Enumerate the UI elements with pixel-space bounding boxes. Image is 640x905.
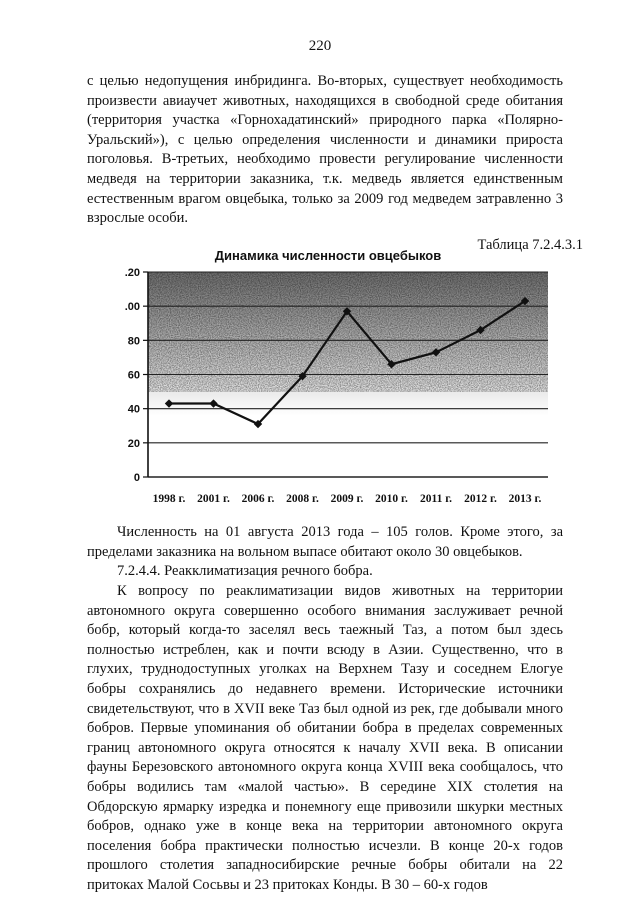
x-tick-label: 2001 г. — [197, 493, 230, 505]
y-axis — [125, 267, 148, 484]
x-tick-label: 2006 г. — [241, 493, 275, 505]
y-tick-label: 40 — [127, 403, 140, 416]
page-number: 220 — [308, 38, 332, 54]
x-tick-label: 2010 г. — [375, 493, 408, 505]
y-tick-label: 80 — [127, 335, 140, 348]
paragraph-intro: с целью недопущения инбридинга. Во-вторых, существует необходимость произвести авиаучет животных, находящихся в свободной среде обитания (территория участка «Горнохадатинский» природного парка «Полярно-Уральский»), с целью определения численности и динамики прироста поголовья. В-третьих, необходимо провести регулирование численности медведя на территории заказника, т.к. медведь является единственным естественным врагом овцебыка, только за 2009 год медведем затравленно 3 взрослые особи. — [87, 73, 563, 227]
x-axis — [153, 493, 542, 505]
x-tick-label: 2009 г. — [330, 493, 364, 505]
table-label: Таблица 7.2.4.3.1 — [477, 237, 583, 253]
y-tick-label: 60 — [127, 369, 140, 382]
y-tick-label: .00 — [124, 301, 140, 314]
x-tick-label: 2013 г. — [508, 493, 542, 505]
x-tick-label: 1998 г. — [152, 493, 186, 505]
paragraph-population: Численность на 01 августа 2013 года – 105 голов. Кроме этого, за пределами заказника на вольном выпасе обитают около 30 овцебыков. — [87, 524, 563, 560]
x-tick-label: 2008 г. — [286, 493, 319, 505]
y-tick-label: .20 — [124, 267, 140, 279]
chart-title: Динамика численности овцебыков — [214, 248, 442, 263]
y-tick-label: 20 — [127, 437, 140, 450]
line-chart — [95, 242, 565, 514]
section-heading: 7.2.4.4. Реакклиматизация речного бобра. — [117, 563, 373, 579]
x-tick-label: 2012 г. — [464, 493, 497, 505]
x-tick-label: 2011 г. — [419, 493, 453, 505]
y-tick-label: 0 — [133, 472, 140, 484]
paragraph-beaver: К вопросу по реаклиматизации видов животных на территории автономного округа совершенно особого внимания заслуживает речной бобр, который когда-то заселял весь таежный Таз, а потом был здесь полностью истреблен, как и почти всюду в Азии. Существенно, что в глухих, труднодоступных уголках на Верхнем Тазу и соседнем Елогуе бобры сохранялись до недавнего времени. Исторические источники свидетельствуют, что в XVII веке Таз был одной из рек, где добывали много бобров. Первые упоминания об обитании бобра в пределах современных границ автономного округа относятся к началу XVII века. В описании фауны Березовского автономного округа конца XVIII века сообщалось, что бобры водились там «малой частью». В середине XIX столетия на Обдорскую ярмарку изредка и понемногу еще привозили шкурки местных бобров, однако уже в конце века на территории автономного округа поселения бобра практически полностью исчезли. В конце 20-х годов прошлого столетия западносибирские речные бобры обитали на 22 притоках Малой Сосьвы и 23 притоках Конды. В 30 – 60-х годов — [87, 583, 563, 893]
